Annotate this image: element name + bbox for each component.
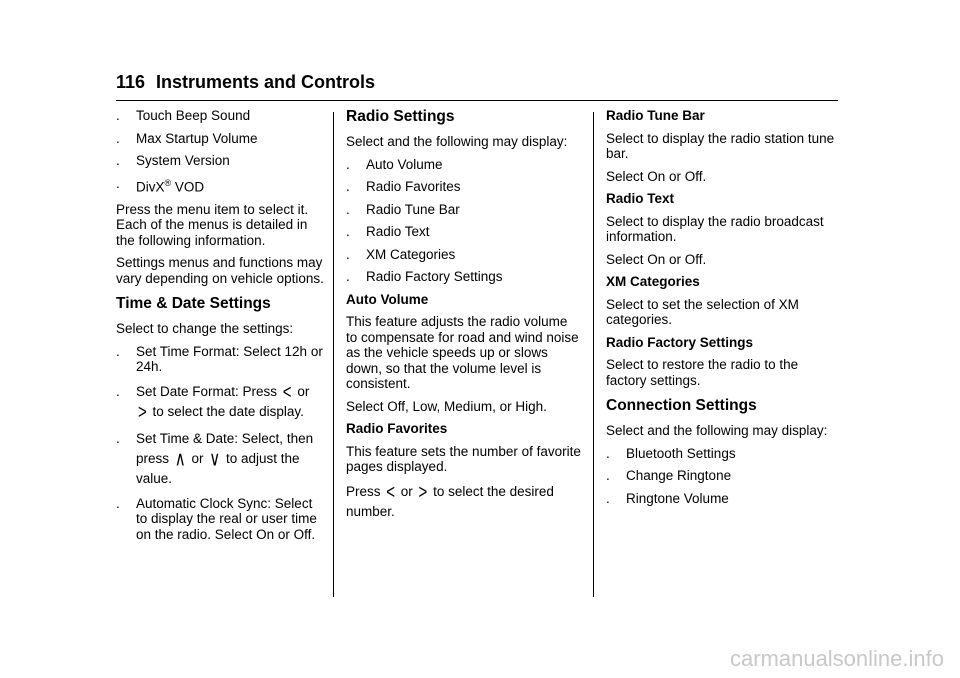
- list-item-text: Set Date Format: Press: [136, 383, 281, 399]
- list-item-text: Set Time Format: Select 12h or 24h.: [136, 343, 323, 374]
- column-3: [606, 108, 841, 513]
- bullet: .: [116, 430, 120, 446]
- radio-tune-bar-heading: Radio Tune Bar: [606, 108, 705, 123]
- vary-note-paragraph: Settings menus and functions may vary depending on vehicle options.: [116, 255, 324, 286]
- list-item: [116, 108, 324, 124]
- menu-instruction-paragraph: Press the menu item to select it. Each of the menus is detailed in the following information.: [116, 201, 309, 248]
- radio-factory-settings-description: Select to restore the radio to the factory settings.: [606, 357, 799, 388]
- list-item: [346, 269, 581, 285]
- column-divider-1: [333, 112, 334, 597]
- list-item: [346, 247, 581, 263]
- bullet: .: [606, 445, 610, 461]
- list-item-divx: [116, 176, 324, 195]
- list-item-text: Radio Factory Settings: [366, 269, 503, 284]
- column-2: [346, 108, 581, 529]
- list-item-text: Automatic Clock Sync: Select to display the real or user time on the radio. Select On or Off.: [136, 495, 317, 542]
- radio-text-heading: Radio Text: [606, 191, 675, 206]
- list-item-text: Max Startup Volume: [136, 130, 258, 146]
- list-item: [346, 224, 581, 240]
- auto-volume-description: This feature adjusts the radio volume to compensate for road and wind noise as the vehicle speeds up or slows down, so that the volume level is consistent.: [346, 314, 579, 391]
- bullet: .: [116, 343, 120, 359]
- list-item: [116, 429, 324, 489]
- list-item-text: Auto Volume: [366, 156, 443, 172]
- bullet: .: [346, 179, 350, 194]
- list-item: [346, 179, 581, 195]
- list-item: [346, 202, 581, 218]
- list-item-text: Touch Beep Sound: [136, 108, 251, 123]
- bullet: .: [116, 130, 120, 146]
- radio-text-options: Select On or Off.: [606, 251, 707, 267]
- connection-settings-list: [606, 446, 841, 507]
- right-arrow-icon: >: [418, 480, 428, 504]
- list-item: [116, 344, 324, 375]
- radio-favorites-description: This feature sets the number of favorite pages displayed.: [346, 443, 581, 474]
- bullet: .: [346, 201, 350, 217]
- time-date-list: [116, 344, 324, 543]
- settings-menu-list-continued: [116, 108, 324, 195]
- left-arrow-icon: <: [386, 480, 396, 504]
- list-item: [116, 131, 324, 147]
- section-title: Instruments and Controls: [156, 72, 376, 92]
- list-item-text: Bluetooth Settings: [626, 445, 736, 461]
- bullet: .: [606, 490, 610, 506]
- list-item-text: Radio Tune Bar: [366, 201, 460, 217]
- bullet: .: [346, 269, 350, 284]
- list-item-text: Radio Text: [366, 224, 430, 239]
- up-arrow-icon: ∧: [174, 447, 186, 471]
- auto-volume-heading: Auto Volume: [346, 291, 429, 307]
- radio-settings-list: [346, 157, 581, 285]
- list-item: [606, 468, 841, 484]
- column-divider-2: [593, 112, 594, 597]
- connection-settings-intro: Select and the following may display:: [606, 423, 828, 438]
- bullet: .: [606, 468, 610, 483]
- bullet: .: [346, 156, 350, 172]
- bullet: .: [116, 108, 120, 123]
- auto-volume-options: Select Off, Low, Medium, or High.: [346, 398, 547, 414]
- radio-tune-bar-options: Select On or Off.: [606, 168, 707, 184]
- list-item-text: to adjust the value.: [136, 450, 300, 486]
- list-item-text: Set Time & Date: Select, then press: [136, 430, 314, 466]
- xm-categories-heading: XM Categories: [606, 274, 700, 289]
- radio-settings-heading: Radio Settings: [346, 108, 455, 125]
- radio-factory-settings-heading: Radio Factory Settings: [606, 334, 754, 350]
- press-text: or: [397, 483, 417, 499]
- divx-text: DivX: [136, 179, 165, 194]
- list-item-text: Ringtone Volume: [626, 490, 729, 506]
- list-item-text: to select the date display.: [148, 403, 304, 419]
- xm-categories-description: Select to set the selection of XM categories.: [606, 296, 799, 327]
- bullet: .: [116, 495, 120, 511]
- list-item-text: Radio Favorites: [366, 179, 461, 194]
- radio-tune-bar-description: Select to display the radio station tune bar.: [606, 130, 835, 161]
- page-header: [116, 70, 838, 101]
- press-text: to select the desired number.: [346, 483, 554, 519]
- left-arrow-icon: <: [282, 380, 292, 404]
- list-item: [116, 382, 324, 422]
- press-text: Press: [346, 483, 385, 499]
- radio-text-description: Select to display the radio broadcast information.: [606, 213, 824, 244]
- watermark: carmanualsonline.info: [729, 646, 944, 671]
- vod-text: VOD: [171, 179, 205, 194]
- time-date-intro: Select to change the settings:: [116, 321, 294, 336]
- list-item: [346, 157, 581, 173]
- bullet: .: [116, 153, 120, 168]
- radio-favorites-press: [346, 482, 581, 522]
- list-item-text: or: [187, 450, 208, 466]
- down-arrow-icon: ∨: [209, 447, 221, 471]
- bullet: .: [346, 246, 350, 262]
- radio-settings-intro: Select and the following may display:: [346, 134, 568, 149]
- list-item-text: or: [293, 383, 310, 399]
- bullet: .: [116, 383, 120, 399]
- radio-favorites-heading: Radio Favorites: [346, 421, 448, 436]
- connection-settings-heading: Connection Settings: [606, 397, 757, 414]
- list-item-text: Change Ringtone: [626, 468, 732, 483]
- list-item: [116, 496, 324, 543]
- right-arrow-icon: >: [138, 400, 147, 424]
- list-item-text: XM Categories: [366, 246, 456, 262]
- time-date-heading: Time & Date Settings: [116, 295, 271, 312]
- list-item-text: System Version: [136, 153, 230, 168]
- bullet: .: [116, 175, 120, 191]
- list-item: [606, 446, 841, 462]
- registered-mark: ®: [164, 177, 172, 188]
- list-item: [116, 153, 324, 169]
- bullet: .: [346, 224, 350, 239]
- list-item: [606, 491, 841, 507]
- column-1: [116, 108, 324, 549]
- page-number: 116: [116, 72, 146, 92]
